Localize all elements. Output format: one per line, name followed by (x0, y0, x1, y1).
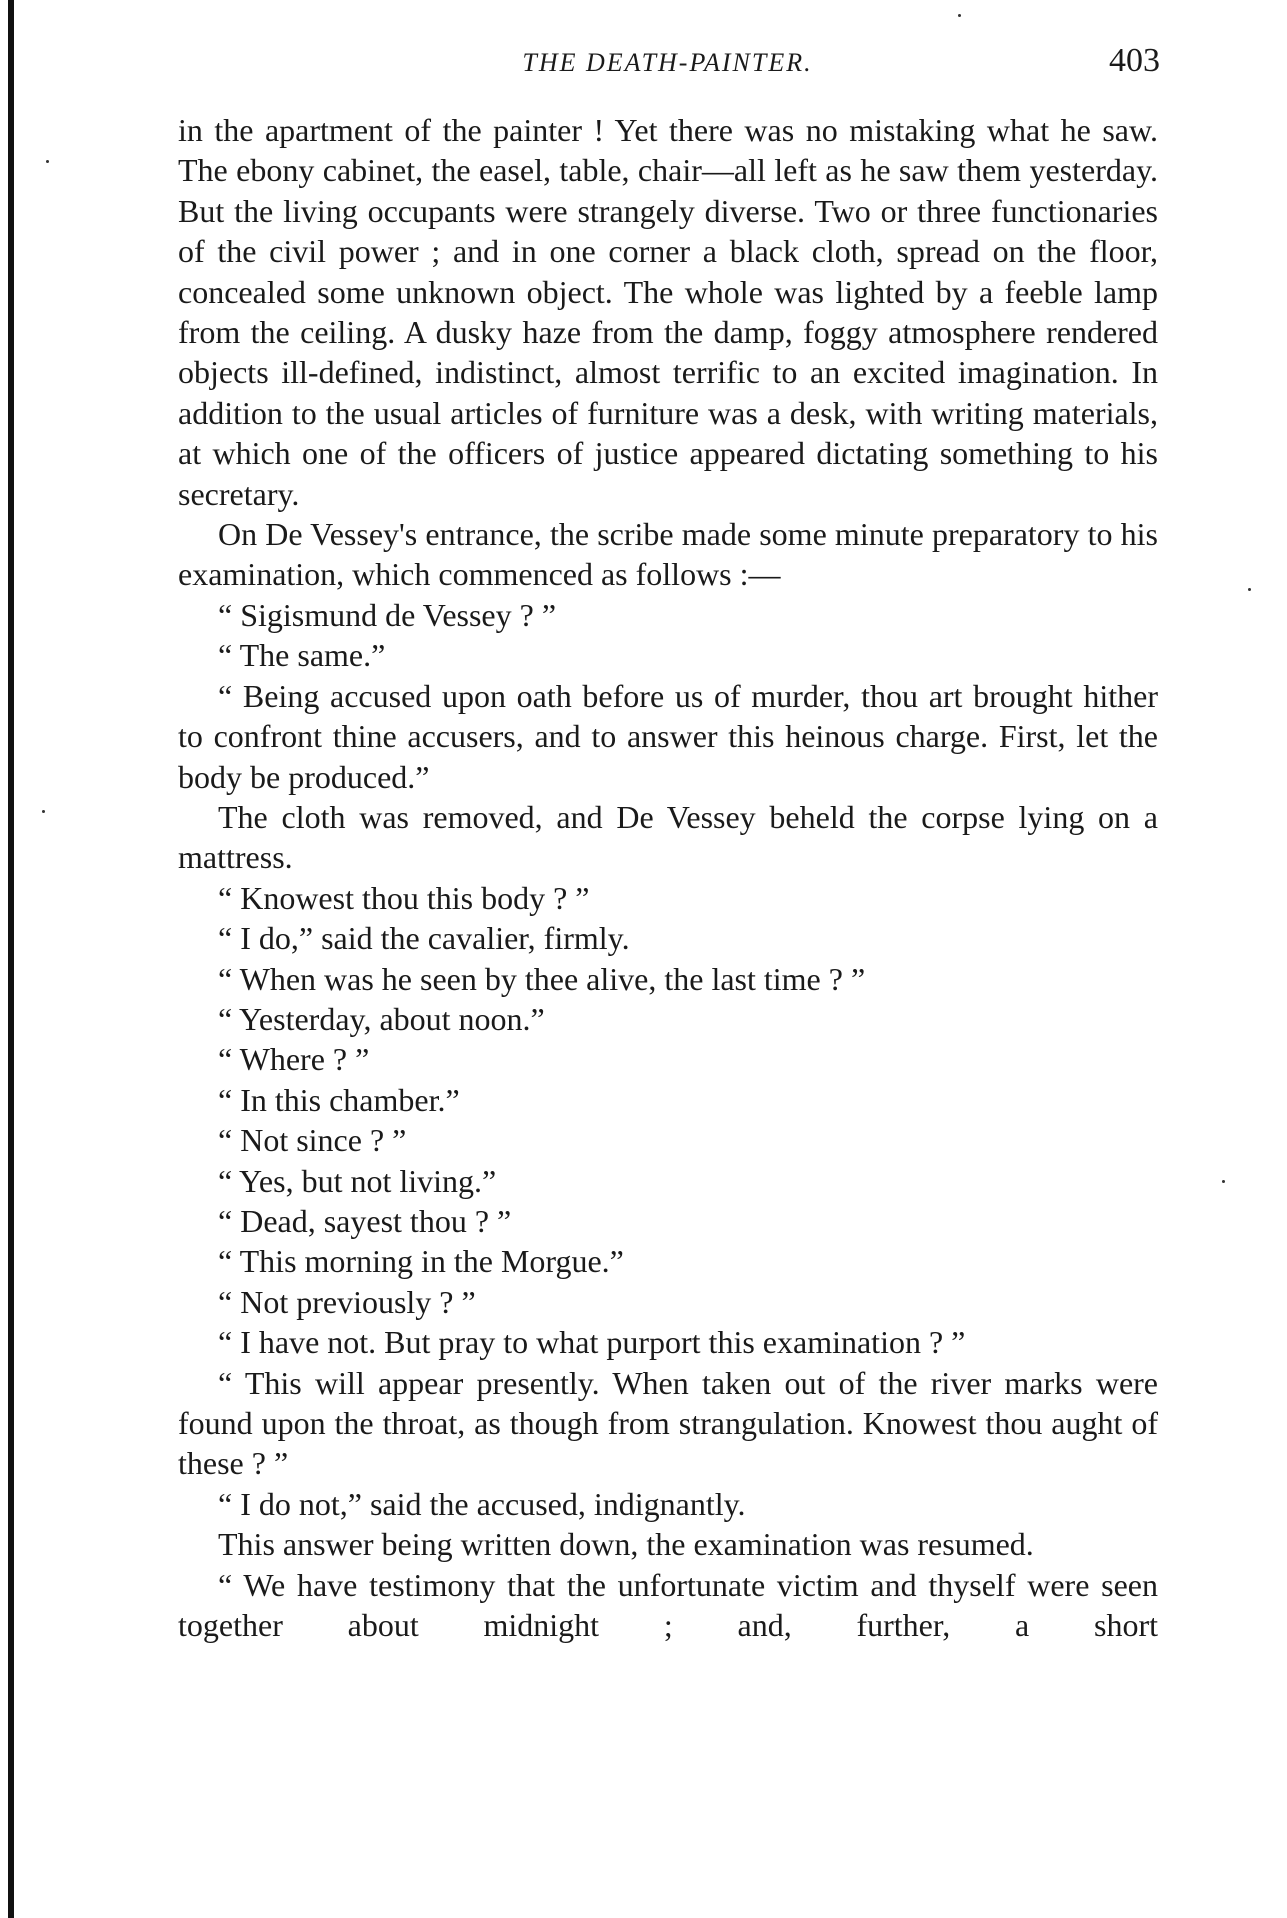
speck-mark (46, 160, 49, 163)
paragraph: This answer being written down, the examination was resumed. (218, 1526, 1034, 1563)
dialogue-line: “ In this chamber.” (218, 1081, 460, 1118)
paragraph: The cloth was removed, and De Vessey beheld the corpse lying on a mattress. (178, 798, 1158, 876)
dialogue-line: “ Sigismund de Vessey ? ” (218, 596, 557, 633)
speck-mark (1222, 1180, 1225, 1183)
dialogue-line: “ The same.” (218, 637, 386, 674)
dialogue-line: “ I do not,” said the accused, indignantly. (218, 1485, 746, 1522)
page-binding-edge (8, 0, 14, 1918)
speck-mark (958, 14, 961, 17)
page-number: 403 (1109, 42, 1160, 79)
body-text (178, 110, 1158, 1645)
dialogue-line: “ Where ? ” (218, 1041, 370, 1078)
paragraph: in the apartment of the painter ! Yet there was no mistaking what he saw. The ebony cabinet, the easel, table, chair—all left as he saw them yesterday. But the living occupants were strangely diverse. Two or three functionaries of the civil power ; and in one corner a black cloth, spread on the floor, concealed some unknown object. The whole was lighted by a feeble lamp from the ceiling. A dusky haze from the damp, foggy atmosphere rendered objects ill-defined, indistinct, almost terrific to an excited imagination. In addition to the usual articles of furniture was a desk, with writing materials, at which one of the officers of justice appeared dictating something to his secretary. (178, 112, 1158, 512)
dialogue-line: “ We have testimony that the unfortunate victim and thyself were seen together about midnight ; and, further, a short (178, 1566, 1158, 1644)
dialogue-line: “ Yes, but not living.” (218, 1162, 497, 1199)
dialogue-line: “ Knowest thou this body ? ” (218, 879, 590, 916)
dialogue-line: “ Yesterday, about noon.” (218, 1000, 545, 1037)
speck-mark (42, 810, 45, 813)
dialogue-line: “ When was he seen by thee alive, the last time ? ” (218, 960, 866, 997)
speck-mark (1248, 588, 1251, 591)
page-header (175, 42, 1160, 92)
running-title: THE DEATH-PAINTER. (522, 48, 813, 77)
dialogue-line: “ I do,” said the cavalier, firmly. (218, 920, 630, 957)
dialogue-line: “ Not previously ? ” (218, 1283, 476, 1320)
paragraph: On De Vessey's entrance, the scribe made some minute preparatory to his examination, which commenced as follows :— (178, 516, 1158, 593)
dialogue-line: “ Dead, sayest thou ? ” (218, 1202, 512, 1239)
dialogue-line: “ This will appear presently. When taken out of the river marks were found upon the throat, as though from strangulation. Knowest thou aught of these ? ” (178, 1364, 1158, 1482)
dialogue-line: “ Being accused upon oath before us of murder, thou art brought hither to confront thine accusers, and to answer this heinous charge. First, let the body be produced.” (178, 677, 1158, 795)
dialogue-line: “ This morning in the Morgue.” (218, 1243, 624, 1280)
dialogue-line: “ Not since ? ” (218, 1122, 407, 1159)
dialogue-line: “ I have not. But pray to what purport this examination ? ” (218, 1324, 966, 1361)
